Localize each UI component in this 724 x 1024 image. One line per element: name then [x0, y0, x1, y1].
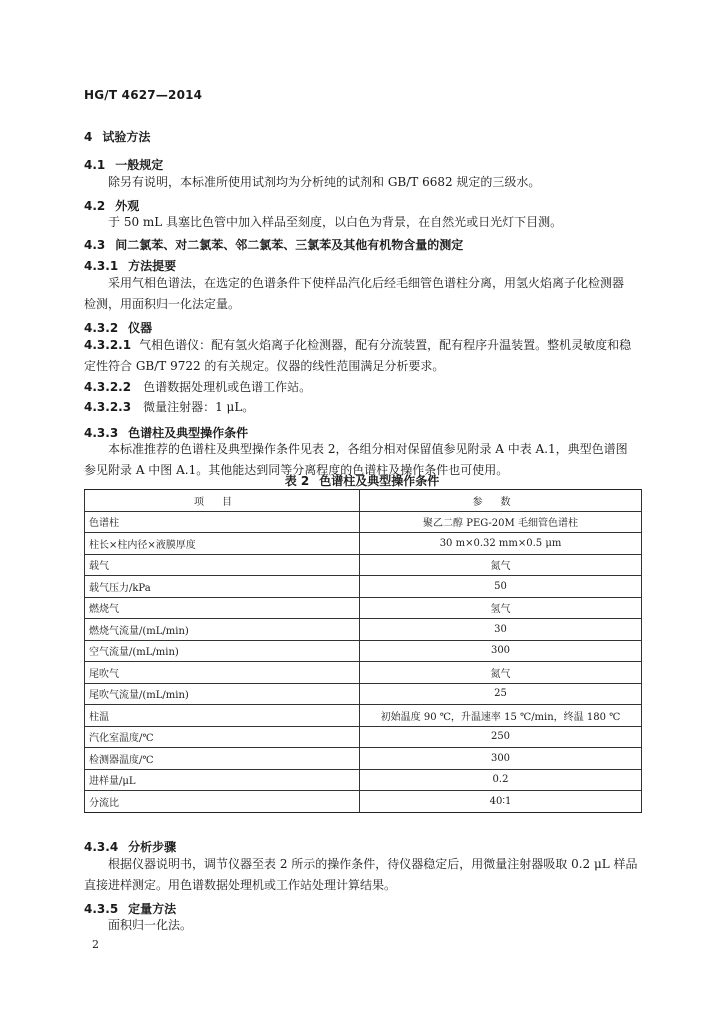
row-item: 柱温 [85, 705, 360, 727]
row-item: 尾吹气流量/(mL/min) [85, 683, 360, 705]
paragraph-4-3-2-1-line1 [84, 334, 631, 356]
paragraph-4-3-1-line1: 采用气相色谱法，在选定的色谱条件下使样品汽化后经毛细管色谱柱分离，用氢火焰离子化检测器 [108, 276, 625, 290]
row-value: 氢气 [360, 597, 642, 619]
table-row [85, 705, 642, 727]
row-item: 尾吹气 [85, 662, 360, 684]
row-value: 40∶1 [360, 791, 642, 813]
paragraph-4-3-2-1-line2: 定性符合 GB/T 9722 的有关规定。仪器的线性范围满足分析要求。 [84, 359, 445, 373]
clause-text: 色谱数据处理机或色谱工作站。 [143, 380, 312, 394]
table-row [85, 662, 642, 684]
row-item: 燃烧气 [85, 597, 360, 619]
operating-conditions-table [84, 489, 642, 813]
heading-title: 试验方法 [102, 130, 151, 144]
clause-text: 微量注射器：1 μL。 [143, 400, 255, 414]
table-row [85, 576, 642, 598]
row-value: 聚乙二醇 PEG-20M 毛细管色谱柱 [360, 511, 642, 533]
row-value: 氮气 [360, 662, 642, 684]
row-item: 汽化室温度/℃ [85, 726, 360, 748]
heading-title: 分析步骤 [128, 840, 177, 854]
row-item: 燃烧气流量/(mL/min) [85, 619, 360, 641]
heading-title: 外观 [115, 199, 140, 213]
table-row [85, 533, 642, 555]
row-item: 载气压力/kPa [85, 576, 360, 598]
header-parameter: 参数 [360, 490, 642, 512]
row-value: 300 [360, 640, 642, 662]
heading-title: 一般规定 [115, 158, 164, 172]
table-caption [0, 472, 724, 489]
table-row [85, 619, 642, 641]
clause-number: 4.3.2.3 [84, 400, 132, 414]
paragraph-4-3-1-line2: 检测，用面积归一化法定量。 [84, 297, 241, 311]
table-row [85, 683, 642, 705]
table-row [85, 791, 642, 813]
paragraph-4-3-3-line1: 本标准推荐的色谱柱及典型操作条件见表 2，各组分相对保留值参见附录 A 中表 A.1，典型色谱图 [108, 442, 628, 456]
heading-number: 4.2 [84, 199, 106, 213]
row-value: 250 [360, 726, 642, 748]
heading-number: 4.3.1 [84, 259, 119, 273]
row-value: 25 [360, 683, 642, 705]
row-item: 色谱柱 [85, 511, 360, 533]
heading-title: 定量方法 [128, 902, 177, 916]
paragraph-4-3-3-line2: 参见附录 A 中图 A.1。其他能达到同等分离程度的色谱柱及操作条件也可使用。 [84, 463, 509, 477]
paragraph-4-1: 除另有说明，本标准所使用试剂均为分析纯的试剂和 GB/T 6682 规定的三级水。 [108, 175, 541, 189]
table-row [85, 726, 642, 748]
row-value: 30 m×0.32 mm×0.5 μm [360, 533, 642, 555]
table-row [85, 769, 642, 791]
heading-title: 间二氯苯、对二氯苯、邻二氯苯、三氯苯及其他有机物含量的测定 [115, 238, 464, 252]
table-row [85, 597, 642, 619]
clause-number: 4.3.2.1 [84, 338, 132, 352]
clause-number: 4.3.2.2 [84, 380, 132, 394]
heading-number: 4.1 [84, 158, 106, 172]
table-row [85, 554, 642, 576]
heading-number: 4.3 [84, 238, 106, 252]
row-item: 柱长×柱内径×液膜厚度 [85, 533, 360, 555]
heading-title: 色谱柱及典型操作条件 [128, 426, 249, 440]
heading-number: 4.3.4 [84, 840, 119, 854]
table-header-row [85, 490, 642, 512]
row-value: 氮气 [360, 554, 642, 576]
header-item: 项目 [85, 490, 360, 512]
heading-number: 4.3.2 [84, 321, 119, 335]
row-item: 分流比 [85, 791, 360, 813]
paragraph-4-3-2-3 [84, 396, 254, 418]
table-row [85, 640, 642, 662]
heading-number: 4.3.3 [84, 426, 119, 440]
row-value: 300 [360, 748, 642, 770]
table-caption-title: 色谱柱及典型操作条件 [319, 474, 440, 488]
page-number: 2 [92, 938, 99, 951]
clause-text: 气相色谱仪：配有氢火焰离子化检测器，配有分流装置，配有程序升温装置。整机灵敏度和稳 [139, 338, 632, 352]
row-item: 检测器温度/℃ [85, 748, 360, 770]
paragraph-4-3-2-2 [84, 376, 311, 398]
heading-number: 4.3.5 [84, 902, 119, 916]
heading-4-3 [84, 236, 463, 253]
row-item: 载气 [85, 554, 360, 576]
row-item: 进样量/μL [85, 769, 360, 791]
heading-title: 方法提要 [128, 259, 177, 273]
standard-code: HG/T 4627—2014 [84, 88, 203, 102]
heading-4 [84, 128, 150, 145]
row-value: 30 [360, 619, 642, 641]
row-value: 50 [360, 576, 642, 598]
paragraph-4-3-4-line1: 根据仪器说明书，调节仪器至表 2 所示的操作条件，待仪器稳定后，用微量注射器吸取 0.2 μL 样品 [108, 857, 638, 871]
heading-title: 仪器 [128, 321, 153, 335]
paragraph-4-2: 于 50 mL 具塞比色管中加入样品至刻度，以白色为背景，在自然光或日光灯下目测。 [108, 215, 563, 229]
table-row [85, 748, 642, 770]
row-value: 初始温度 90 ℃，升温速率 15 ℃/min，终温 180 ℃ [360, 705, 642, 727]
heading-number: 4 [84, 130, 93, 144]
paragraph-4-3-4-line2: 直接进样测定。用色谱数据处理机或工作站处理计算结果。 [84, 878, 397, 892]
paragraph-4-3-5: 面积归一化法。 [108, 918, 193, 932]
table-row [85, 511, 642, 533]
table-caption-number: 表 2 [284, 474, 310, 488]
row-value: 0.2 [360, 769, 642, 791]
row-item: 空气流量/(mL/min) [85, 640, 360, 662]
